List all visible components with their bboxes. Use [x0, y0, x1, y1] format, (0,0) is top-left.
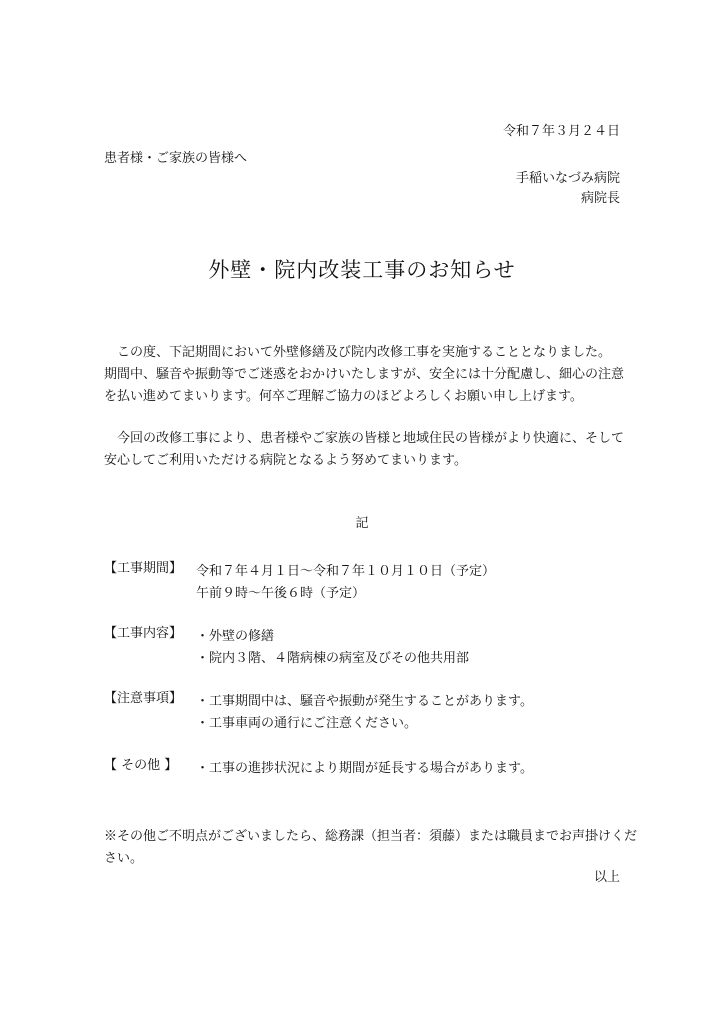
item-label: 【注意事項】: [104, 691, 183, 706]
item-lines: [196, 626, 469, 670]
closing-word: 以上: [593, 870, 620, 885]
note-line: さい。: [104, 851, 144, 866]
item-lines: [196, 561, 495, 605]
document-title: 外壁・院内改装工事のお知らせ: [208, 258, 516, 282]
addressee: 患者様・ご家族の皆様へ: [104, 151, 248, 166]
body-paragraph-2: [104, 428, 624, 472]
item-line: ・工事車両の通行にご注意ください。: [196, 716, 418, 731]
paragraph-line: 安心してご利用いただける病院となるよう努めてまいります。: [104, 453, 467, 468]
item-label: 【 その他 】: [104, 758, 178, 773]
paragraph-line: を払い進めてまいります。何卒ご理解ご協力のほどよろしくお願い申し上げます。: [104, 389, 583, 404]
item-line: ・外壁の修繕: [196, 629, 275, 644]
item-lines: [196, 691, 533, 735]
paragraph-line: この度、下記期間において外壁修繕及び院内改修工事を実施することとなりました。: [104, 345, 612, 360]
issue-date: 令和７年３月２４日: [502, 124, 620, 139]
item-line: ・工事期間中は、騒音や振動が発生することがあります。: [196, 694, 533, 709]
item-line: 午前９時～午後６時（予定）: [196, 586, 366, 601]
ki-heading: 記: [355, 516, 369, 531]
item-label: 【工事内容】: [104, 626, 183, 641]
item-line: ・院内３階、４階病棟の病室及びその他共用部: [196, 651, 470, 666]
item-line: ・工事の進捗状況により期間が延長する場合があります。: [196, 761, 533, 776]
paragraph-line: 今回の改修工事により、患者様やご家族の皆様と地域住民の皆様がより快適に、そして: [104, 431, 625, 446]
note-line: ※その他ご不明点がございましたら、総務課（担当者：須藤）または職員までお声掛けくだ: [104, 829, 638, 844]
paragraph-line: 期間中、騒音や振動等でご迷惑をおかけいたしますが、安全には十分配慮し、細心の注意: [104, 367, 625, 382]
item-lines: [196, 758, 533, 780]
item-label: 【工事期間】: [104, 561, 183, 576]
sender-organization: 手稲いなづみ病院: [515, 171, 620, 186]
item-line: 令和７年４月１日～令和７年１０月１０日（予定）: [196, 564, 496, 579]
contact-note: [104, 826, 638, 870]
body-paragraph-1: [104, 342, 624, 408]
sender-title: 病院長: [580, 191, 620, 206]
